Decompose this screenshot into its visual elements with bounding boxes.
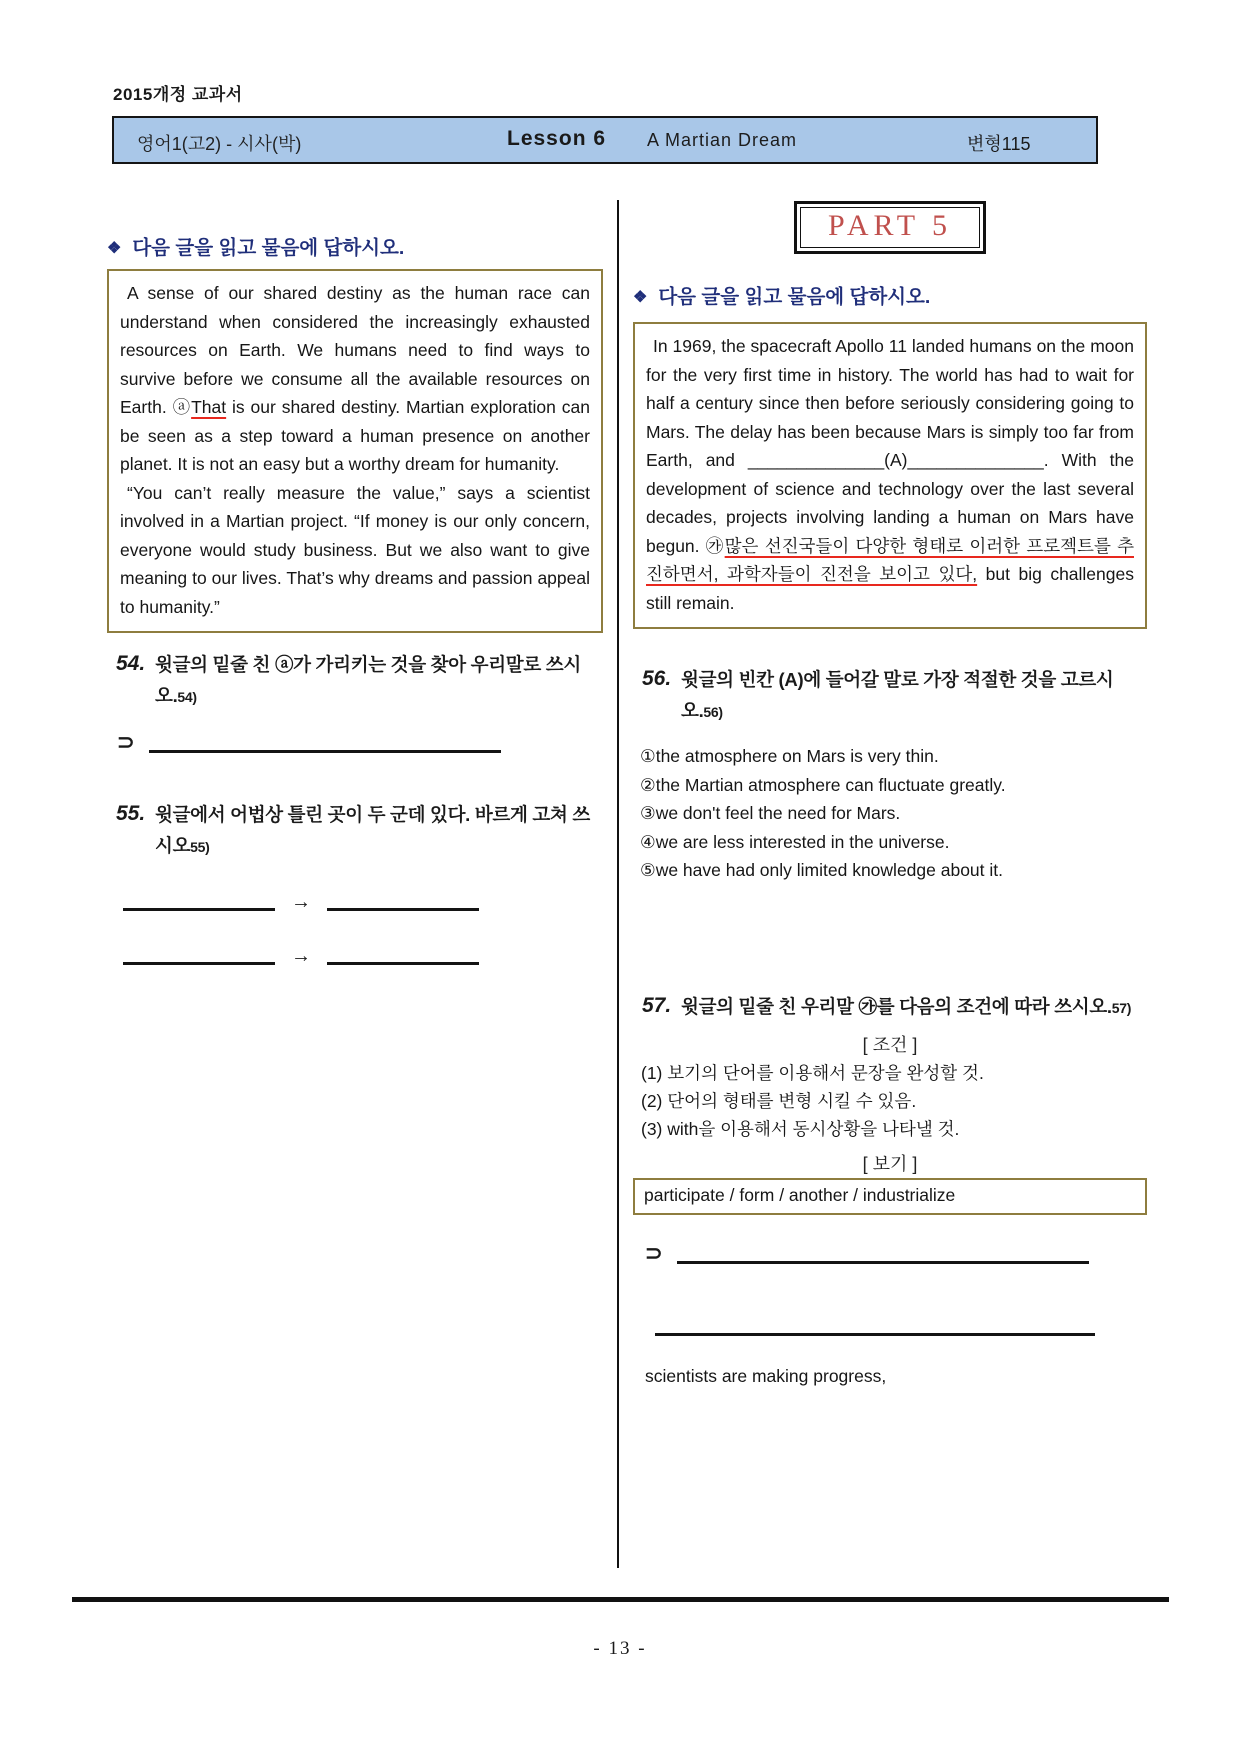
option-text: the Martian atmosphere can fluctuate greatly. — [655, 774, 1006, 795]
option-text: the atmosphere on Mars is very thin. — [655, 746, 939, 766]
answer-blank — [123, 889, 275, 911]
option-marker: ④ — [640, 831, 656, 852]
right-passage-paragraph — [646, 332, 1134, 617]
footnote-ref: 55) — [190, 839, 210, 855]
question-57-answer-row-1 — [645, 1242, 1147, 1264]
left-section-heading — [107, 232, 603, 260]
right-column — [633, 195, 1147, 1387]
condition-text: 보기의 단어를 이용해서 문장을 완성할 것. — [667, 1062, 984, 1083]
question-55-correction-row-1 — [123, 889, 603, 911]
condition-header: [ 조건 ] — [862, 1034, 918, 1055]
passage-text: A sense of our shared destiny as the human race can understand when considered the increasingly exhausted resources on Earth. We humans need to find ways to survive before we consume all the available resources on Earth. — [120, 283, 590, 417]
section-bullet-icon: ❖ — [107, 240, 122, 257]
fill-in-blank-A: ______________(A)______________. — [747, 450, 1049, 470]
question-55-number: 55. — [116, 802, 146, 825]
question-57-answer-row-2 — [655, 1314, 1147, 1336]
question-55 — [107, 799, 603, 863]
answer-blank — [655, 1314, 1095, 1336]
condition-text: with을 이용해서 동시상황을 나타낼 것. — [667, 1118, 960, 1139]
option-3 — [640, 799, 1147, 828]
question-54-number: 54. — [116, 652, 146, 675]
column-divider — [617, 200, 619, 1568]
answer-blank — [327, 943, 479, 965]
option-4 — [640, 828, 1147, 857]
right-passage-box — [633, 322, 1147, 629]
answer-blank — [327, 889, 479, 911]
answer-marker-icon: ⊃ — [645, 1241, 663, 1265]
arrow-right-icon: → — [291, 891, 311, 913]
question-text: 윗글의 빈칸 (A)에 들어갈 말로 가장 적절한 것을 고르시오. — [681, 669, 1114, 721]
option-marker: ⑤ — [640, 860, 656, 880]
header-lesson-title: A Martian Dream — [647, 130, 798, 150]
left-column — [107, 232, 603, 965]
question-text: 윗글에서 어법상 틀린 곳이 두 군데 있다. 바르게 고쳐 쓰시오 — [155, 804, 590, 856]
word-bank-box: participate / form / another / industrialize — [633, 1178, 1147, 1215]
option-marker: ① — [640, 746, 656, 766]
passage-text: With the development of science and technology over the last several decades, projects involving landing a human on Mars have begun. — [646, 450, 1134, 556]
header-variant-code: 변형115 — [967, 134, 1031, 154]
condition-2 — [641, 1087, 1147, 1115]
page-number: - 13 - — [593, 1638, 647, 1659]
header-course: 영어1(고2) - 시사(박) — [137, 134, 302, 154]
section-bullet-icon: ❖ — [633, 289, 648, 306]
passage-text: but big challenges still remain. — [646, 564, 1134, 613]
footnote-ref: 57) — [1111, 999, 1132, 1016]
question-text: 윗글의 밑줄 친 우리말 ㉮를 다음의 조건에 따라 쓰시오. — [681, 995, 1112, 1017]
question-57-number: 57. — [642, 993, 672, 1017]
condition-marker: (3) — [641, 1118, 663, 1139]
answer-blank — [677, 1242, 1089, 1264]
answer-marker-icon: ⊃ — [117, 731, 135, 754]
option-2 — [640, 771, 1147, 800]
option-1 — [640, 742, 1147, 771]
part-banner-label: PART 5 — [800, 207, 980, 248]
circled-a-marker: ⓐ — [172, 397, 192, 417]
question-57-text — [681, 991, 1147, 1024]
question-text: 윗글의 밑줄 친 ⓐ가 가리키는 것을 찾아 우리말로 쓰시오. — [155, 654, 581, 706]
question-56-options — [640, 742, 1147, 885]
answer-trailing-text: scientists are making progress, — [645, 1365, 887, 1386]
part-banner — [794, 201, 986, 254]
condition-3 — [641, 1115, 1147, 1143]
question-54-text — [155, 649, 603, 713]
circled-ga-marker: ㉮ — [705, 535, 725, 556]
question-54-answer-row — [117, 731, 603, 753]
option-marker: ② — [640, 774, 656, 795]
option-text: we have had only limited knowledge about it. — [655, 860, 1004, 880]
left-passage-paragraph-1 — [120, 279, 590, 479]
question-55-correction-row-2 — [123, 943, 603, 965]
option-text: we don't feel the need for Mars. — [655, 803, 901, 823]
header-lesson: Lesson 6 — [507, 127, 607, 150]
underlined-korean-phrase: 많은 선진국들이 다양한 형태로 이러한 프로젝트를 추진하면서, 과학자들이 진전을 보이고 있다, — [646, 535, 1134, 584]
textbook-edition-label: 2015개정 교과서 — [113, 85, 243, 104]
footer-rule — [72, 1597, 1169, 1602]
condition-marker: (2) — [641, 1090, 663, 1111]
question-55-text — [155, 799, 603, 863]
option-5 — [640, 856, 1147, 885]
section-heading-label: 다음 글을 읽고 물음에 답하시오. — [658, 286, 931, 308]
left-passage-box — [107, 269, 603, 633]
left-passage-paragraph-2: “You can’t really measure the value,” says a scientist involved in a Martian project. “If money is our only concern, everyone would study business. But we also want to give meaning to our lives. That’s why dreams and passion appeal to humanity.” — [120, 482, 590, 617]
answer-blank — [123, 943, 275, 965]
condition-marker: (1) — [641, 1062, 663, 1083]
bogi-header: [ 보기 ] — [862, 1153, 918, 1174]
footnote-ref: 56) — [703, 704, 723, 720]
answer-blank — [149, 731, 501, 753]
arrow-right-icon: → — [291, 945, 311, 967]
question-56-number: 56. — [642, 667, 672, 690]
condition-1 — [641, 1059, 1147, 1087]
section-heading-label: 다음 글을 읽고 물음에 답하시오. — [132, 237, 405, 259]
question-54 — [107, 649, 603, 713]
passage-text: is our shared destiny. Martian exploration can be seen as a step toward a human presence on another planet. It is not an easy but a worthy dream for humanity. — [120, 397, 590, 474]
condition-text: 단어의 형태를 변형 시킬 수 있음. — [667, 1090, 917, 1111]
passage-text: In 1969, the spacecraft Apollo 11 landed humans on the moon for the very first time in history. The world has had to wait for half a century since then before seriously considering going to Mars. The delay has been because Mars is simply too far from Earth, and — [646, 336, 1134, 470]
header-bar — [112, 116, 1098, 164]
option-text: we are less interested in the universe. — [655, 831, 950, 852]
condition-list — [641, 1059, 1147, 1143]
option-marker: ③ — [640, 803, 656, 823]
question-57 — [633, 991, 1147, 1024]
right-section-heading — [633, 281, 1147, 309]
underlined-word: That — [191, 397, 227, 417]
footnote-ref: 54) — [177, 689, 197, 705]
question-56 — [633, 664, 1147, 728]
question-56-text — [681, 664, 1147, 728]
